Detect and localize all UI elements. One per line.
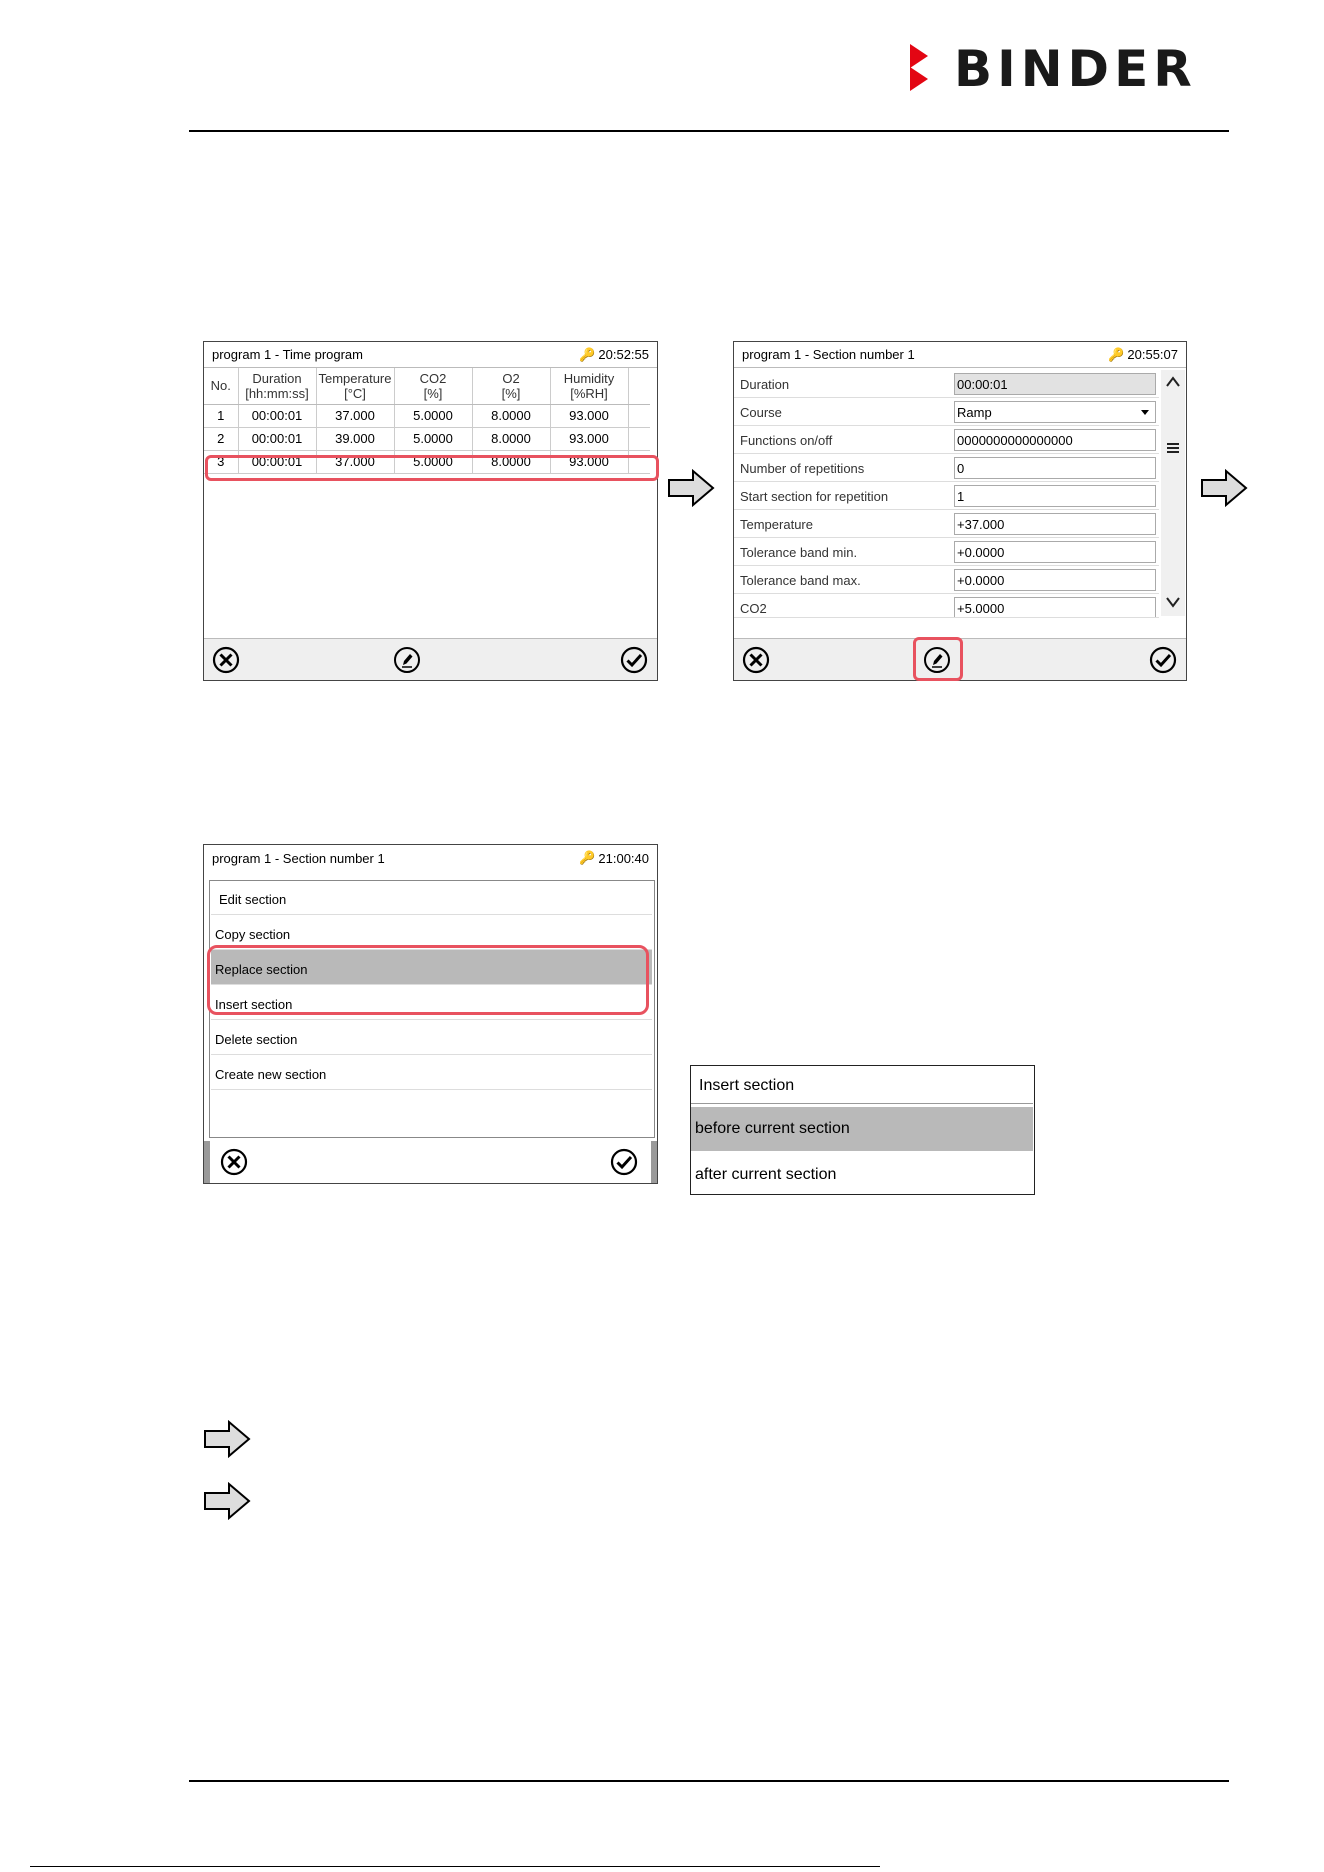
field-course: Course Ramp xyxy=(734,398,1159,426)
bullet-arrow-icon xyxy=(203,1482,251,1520)
tolerance-max-field[interactable]: +0.0000 xyxy=(954,569,1156,591)
field-repetitions: Number of repetitions 0 xyxy=(734,454,1159,482)
screen-title-bar xyxy=(204,845,657,871)
table-row[interactable]: 3 00:00:01 37.000 5.0000 8.0000 93.000 xyxy=(204,450,650,473)
menu-item-create-new-section[interactable]: Create new section xyxy=(211,1055,652,1090)
duration-field: 00:00:01 xyxy=(954,373,1156,395)
co2-field[interactable]: +5.0000 xyxy=(954,597,1156,618)
field-co2: CO2 +5.0000 xyxy=(734,594,1159,618)
edit-button-highlight xyxy=(913,637,963,681)
insert-section-dialog xyxy=(690,1065,1035,1195)
option-after-current-section[interactable]: after current section xyxy=(695,1166,837,1183)
next-arrow-icon xyxy=(667,469,715,507)
col-header: CO2 [%] xyxy=(394,368,472,404)
screen-time: 21:00:40 xyxy=(598,850,649,866)
repetitions-field[interactable]: 0 xyxy=(954,457,1156,479)
confirm-icon[interactable] xyxy=(610,1148,638,1176)
header-rule xyxy=(189,130,1229,132)
selected-row-highlight xyxy=(205,455,659,481)
field-temperature: Temperature +37.000 xyxy=(734,510,1159,538)
screen-time: 20:55:07 xyxy=(1127,347,1178,362)
table-row[interactable]: 2 00:00:01 39.000 5.0000 8.0000 93.000 xyxy=(204,427,650,450)
logo-mark-icon xyxy=(908,44,940,94)
functions-field[interactable]: 0000000000000000 xyxy=(954,429,1156,451)
bullet-arrow-icon xyxy=(203,1420,251,1458)
replace-insert-highlight xyxy=(207,945,649,1015)
screen-title: program 1 - Time program xyxy=(212,347,363,362)
scroll-up-icon[interactable] xyxy=(1166,376,1180,388)
cancel-icon[interactable] xyxy=(212,646,240,674)
menu-item-replace-section[interactable]: Replace section xyxy=(211,950,652,985)
course-select[interactable]: Ramp xyxy=(954,401,1156,423)
field-tolerance-max: Tolerance band max. +0.0000 xyxy=(734,566,1159,594)
time-program-screen xyxy=(203,341,658,681)
key-icon: 🔑 xyxy=(579,346,596,362)
col-header: O2 [%] xyxy=(472,368,550,404)
screen-title-bar xyxy=(734,342,1186,368)
next-arrow-icon xyxy=(1200,469,1248,507)
start-section-field[interactable]: 1 xyxy=(954,485,1156,507)
button-bar xyxy=(204,638,657,680)
section-edit-screen xyxy=(733,341,1187,681)
field-start-section: Start section for repetition 1 xyxy=(734,482,1159,510)
button-bar xyxy=(204,1141,657,1183)
scrollbar[interactable] xyxy=(1161,370,1185,616)
edit-icon[interactable] xyxy=(393,646,421,674)
logo-text: BINDER xyxy=(954,40,1197,98)
col-header: Humidity [%RH] xyxy=(550,368,628,404)
scroll-handle-icon[interactable] xyxy=(1166,442,1180,454)
menu-item-edit-section[interactable]: Edit section xyxy=(211,880,652,915)
confirm-icon[interactable] xyxy=(1149,646,1177,674)
tolerance-min-field[interactable]: +0.0000 xyxy=(954,541,1156,563)
key-icon: 🔑 xyxy=(1108,346,1125,362)
field-duration: Duration 00:00:01 xyxy=(734,370,1159,398)
screen-title: program 1 - Section number 1 xyxy=(212,850,385,866)
col-header: Duration [hh:mm:ss] xyxy=(238,368,316,404)
field-tolerance-min: Tolerance band min. +0.0000 xyxy=(734,538,1159,566)
menu-item-delete-section[interactable]: Delete section xyxy=(211,1020,652,1055)
confirm-icon[interactable] xyxy=(620,646,648,674)
menu-item-copy-section[interactable]: Copy section xyxy=(211,915,652,950)
col-header: Temperature [°C] xyxy=(316,368,394,404)
dialog-title: Insert section xyxy=(691,1066,1033,1104)
field-functions: Functions on/off 0000000000000000 xyxy=(734,426,1159,454)
cancel-icon[interactable] xyxy=(742,646,770,674)
binder-logo xyxy=(908,40,1197,98)
menu-item-insert-section[interactable]: Insert section xyxy=(211,985,652,1020)
scroll-down-icon[interactable] xyxy=(1166,596,1180,608)
temperature-field[interactable]: +37.000 xyxy=(954,513,1156,535)
option-before-current-section[interactable]: before current section xyxy=(691,1107,1033,1151)
col-header: No. xyxy=(204,368,238,404)
screen-time: 20:52:55 xyxy=(598,347,649,362)
screen-title: program 1 - Section number 1 xyxy=(742,347,915,362)
cancel-icon[interactable] xyxy=(220,1148,248,1176)
key-icon: 🔑 xyxy=(579,850,596,865)
bottom-edge-rule xyxy=(30,1866,880,1867)
footer-rule xyxy=(189,1780,1229,1782)
screen-title-bar xyxy=(204,342,657,368)
table-row[interactable]: 1 00:00:01 37.000 5.0000 8.0000 93.000 xyxy=(204,404,650,427)
